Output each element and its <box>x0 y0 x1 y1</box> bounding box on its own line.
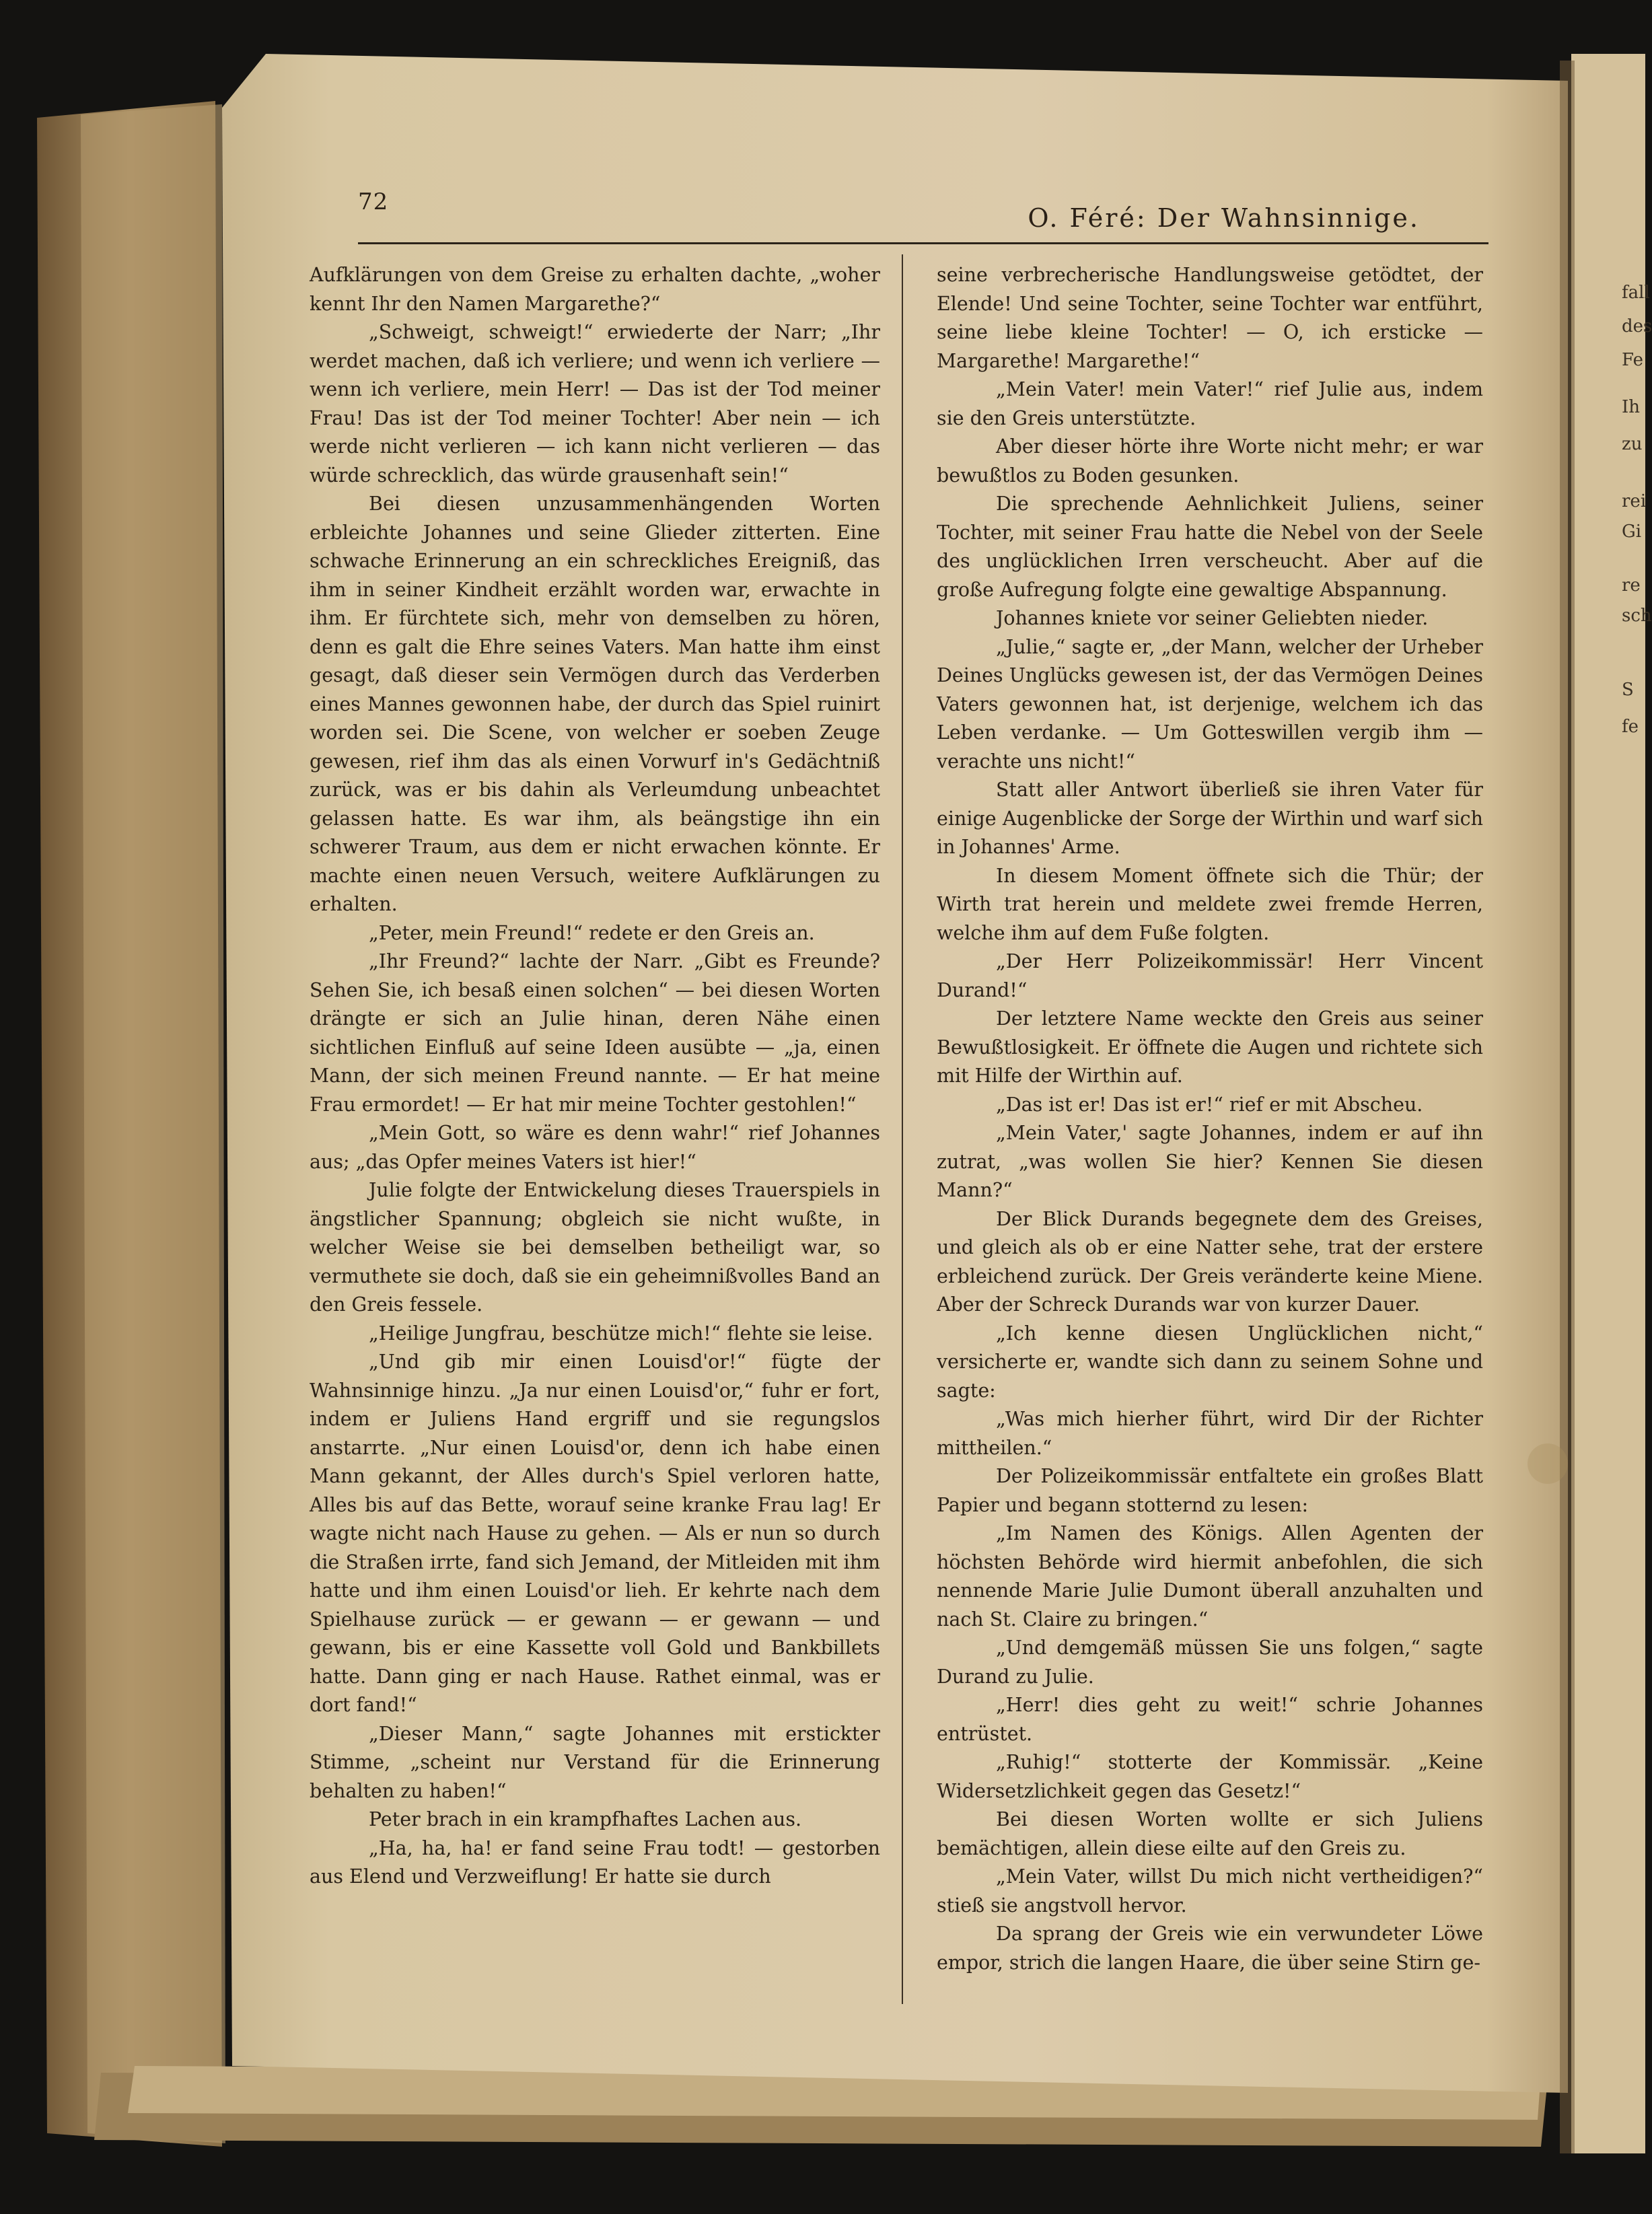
paragraph: „Dieser Mann,“ sagte Johannes mit erstickter Stimme, „scheint nur Verstand für die Erinnerung behalten zu haben!“ <box>310 1722 880 1802</box>
paragraph: Bei diesen unzusammenhängenden Worten erbleichte Johannes und seine Glieder zitterten. Eine schwache Erinnerung an ein schreckliches Ereigniß, das ihm in seiner Kindheit erzählt worden war, erwachte in ihm. Er fürchtete sich, mehr von demselben zu hören, denn es galt die Ehre seines Vaters. Man hatte ihm einst gesagt, daß dieser sein Vermögen durch das Verderben eines Mannes gewonnen habe, der durch das Spiel ruinirt worden sei. Die Scene, von welcher er soeben Zeuge gewesen, rief ihm das als einen Vorwurf in's Gedächtniß zurück, was er bis dahin als Verleumdung unbeachtet gelassen hatte. Es war ihm, als beängstige ihn ein schwerer Traum, aus dem er nicht erwachen könnte. Er machte einen neuen Versuch, weitere Aufklärungen zu erhalten. <box>310 493 880 915</box>
right-column <box>937 261 1483 1977</box>
page-number: 72 <box>358 188 389 215</box>
paragraph: Statt aller Antwort überließ sie ihren Vater für einige Augenblicke der Sorge der Wirthin und warf sich in Johannes' Arme. <box>937 779 1483 858</box>
paragraph: Aufklärungen von dem Greise zu erhalten dachte, „woher kennt Ihr den Namen Margarethe?“ <box>310 264 880 315</box>
book-page <box>310 175 1494 1992</box>
paragraph: „Peter, mein Freund!“ redete er den Greis an. <box>369 921 815 944</box>
facing-page-fragment: rei <box>1622 491 1647 511</box>
paragraph: „Im Namen des Königs. Allen Agenten der höchsten Behörde wird hiermit anbefohlen, die sich nennende Marie Julie Dumont überall anzuhalten und nach St. Claire zu bringen.“ <box>937 1522 1483 1631</box>
paragraph: „Schweigt, schweigt!“ erwiederte der Narr; „Ihr werdet machen, daß ich verliere; und wenn ich verliere — wenn ich verliere, mein Herr! — Das ist der Tod meiner Frau! Das ist der Tod meiner Tochter! Aber nein — ich werde nicht verlieren — ich kann nicht verlieren — das würde schrecklich, das würde grausenhaft sein!“ <box>310 321 880 487</box>
paragraph: „Mein Vater,' sagte Johannes, indem er auf ihn zutrat, „was wollen Sie hier? Kennen Sie diesen Mann?“ <box>937 1122 1483 1201</box>
paragraph: Der Polizeikommissär entfaltete ein großes Blatt Papier und begann stotternd zu lesen: <box>937 1465 1483 1516</box>
paragraph: Da sprang der Greis wie ein verwundeter Löwe empor, strich die langen Haare, die über seine Stirn ge- <box>937 1923 1483 1974</box>
paragraph: „Das ist er! Das ist er!“ rief er mit Abscheu. <box>996 1093 1423 1116</box>
paragraph: „Heilige Jungfrau, beschütze mich!“ flehte sie leise. <box>369 1322 873 1345</box>
paragraph: „Ihr Freund?“ lachte der Narr. „Gibt es Freunde? Sehen Sie, ich besaß einen solchen“ — bei diesen Worten drängte er sich an Julie hinan, deren Nähe einen sichtlichen Einfluß auf seine Ideen ausübte — „ja, einen Mann, der sich meinen Freund nannte. — Er hat meine Frau ermordet! — Er hat mir meine Tochter gestohlen!“ <box>310 950 880 1116</box>
paragraph: „Der Herr Polizeikommissär! Herr Vincent Durand!“ <box>937 950 1483 1001</box>
paragraph: Der letztere Name weckte den Greis aus seiner Bewußtlosigkeit. Er öffnete die Augen und richtete sich mit Hilfe der Wirthin auf. <box>937 1007 1483 1087</box>
paragraph: „Ich kenne diesen Unglücklichen nicht,“ versicherte er, wandte sich dann zu seinem Sohne und sagte: <box>937 1322 1483 1402</box>
facing-page-fragment: S <box>1622 680 1634 700</box>
facing-page-fragment: des <box>1622 316 1652 336</box>
paragraph: „Und gib mir einen Louisd'or!“ fügte der Wahnsinnige hinzu. „Ja nur einen Louisd'or,“ fuhr er fort, indem er Juliens Hand ergriff und sie regungslos anstarrte. „Nur einen Louisd'or, denn ich habe einen Mann gekannt, der Alles durch's Spiel verloren hatte, Alles bis auf das Bette, worauf seine kranke Frau lag! Er wagte nicht nach Hause zu gehen. — Als er nun so durch die Straßen irrte, fand sich Jemand, der Mitleiden mit ihm hatte und ihm einen Louisd'or lieh. Er kehrte nach dem Spielhause zurück — er gewann — er gewann — und gewann, bis er eine Kassette voll Gold und Bankbillets hatte. Dann ging er nach Hause. Rathet einmal, was er dort fand!“ <box>310 1351 880 1716</box>
left-column <box>310 261 880 1892</box>
paragraph: „Ruhig!“ stotterte der Kommissär. „Keine Widersetzlichkeit gegen das Gesetz!“ <box>937 1751 1483 1802</box>
paragraph: seine verbrecherische Handlungsweise getödtet, der Elende! Und seine Tochter, seine Tochter war entführt, seine liebe kleine Tochter! — O, ich ersticke — Margarethe! Margarethe!“ <box>937 264 1483 372</box>
running-head: O. Féré: Der Wahnsinnige. <box>1028 203 1420 233</box>
column-divider <box>902 254 903 2004</box>
facing-page-fragment: zu <box>1622 434 1643 454</box>
facing-page-fragment: fe <box>1622 717 1639 737</box>
paragraph: Die sprechende Aehnlichkeit Juliens, seiner Tochter, mit seiner Frau hatte die Nebel von der Seele des unglücklichen Irren verscheucht. Aber auf die große Aufregung folgte eine gewaltige Abspannung. <box>937 493 1483 601</box>
paragraph: In diesem Moment öffnete sich die Thür; der Wirth trat herein und meldete zwei fremde Herren, welche ihm auf dem Fuße folgten. <box>937 864 1483 944</box>
paragraph: Johannes kniete vor seiner Geliebten nieder. <box>996 607 1429 629</box>
paragraph: „Mein Gott, so wäre es denn wahr!“ rief Johannes aus; „das Opfer meines Vaters ist hier!“ <box>310 1122 880 1173</box>
paragraph: „Ha, ha, ha! er fand seine Frau todt! — gestorben aus Elend und Verzweiflung! Er hatte sie durch <box>310 1836 880 1888</box>
facing-page-fragment: Gi <box>1622 522 1642 542</box>
facing-page-fragment: Fe <box>1622 350 1644 370</box>
facing-page-fragment: sch <box>1622 606 1652 626</box>
paragraph: „Und demgemäß müssen Sie uns folgen,“ sagte Durand zu Julie. <box>937 1637 1483 1688</box>
paragraph: Julie folgte der Entwickelung dieses Trauerspiels in ängstlicher Spannung; obgleich sie nicht wußte, in welcher Weise sie bei demselben betheiligt war, so vermuthete sie doch, daß sie ein geheimnißvolles Band an den Greis fessele. <box>310 1179 880 1316</box>
facing-page-fragment: Ih <box>1622 397 1641 417</box>
facing-page-fragment: fall <box>1622 283 1650 303</box>
paragraph: „Was mich hierher führt, wird Dir der Richter mittheilen.“ <box>937 1408 1483 1459</box>
paragraph: „Mein Vater, willst Du mich nicht vertheidigen?“ stieß sie angstvoll hervor. <box>937 1865 1483 1917</box>
paragraph: Peter brach in ein krampfhaftes Lachen aus. <box>369 1808 802 1830</box>
paragraph: „Mein Vater! mein Vater!“ rief Julie aus, indem sie den Greis unterstützte. <box>937 378 1483 429</box>
header-rule <box>358 242 1488 244</box>
facing-page-fragment: re <box>1622 575 1641 596</box>
paragraph: Aber dieser hörte ihre Worte nicht mehr; er war bewußtlos zu Boden gesunken. <box>937 435 1483 487</box>
paragraph: Der Blick Durands begegnete dem des Greises, und gleich als ob er eine Natter sehe, trat der erstere erbleichend zurück. Der Greis veränderte keine Miene. Aber der Schreck Durands war von kurzer Dauer. <box>937 1207 1483 1316</box>
paragraph: „Herr! dies geht zu weit!“ schrie Johannes entrüstet. <box>937 1694 1483 1745</box>
paragraph: Bei diesen Worten wollte er sich Juliens bemächtigen, allein diese eilte auf den Greis zu. <box>937 1808 1483 1859</box>
paragraph: „Julie,“ sagte er, „der Mann, welcher der Urheber Deines Unglücks gewesen ist, der das Vermögen Deines Vaters gewonnen hat, ist derjenige, welchem ich das Leben verdanke. — Um Gotteswillen vergib ihm — verachte uns nicht!“ <box>937 635 1483 773</box>
